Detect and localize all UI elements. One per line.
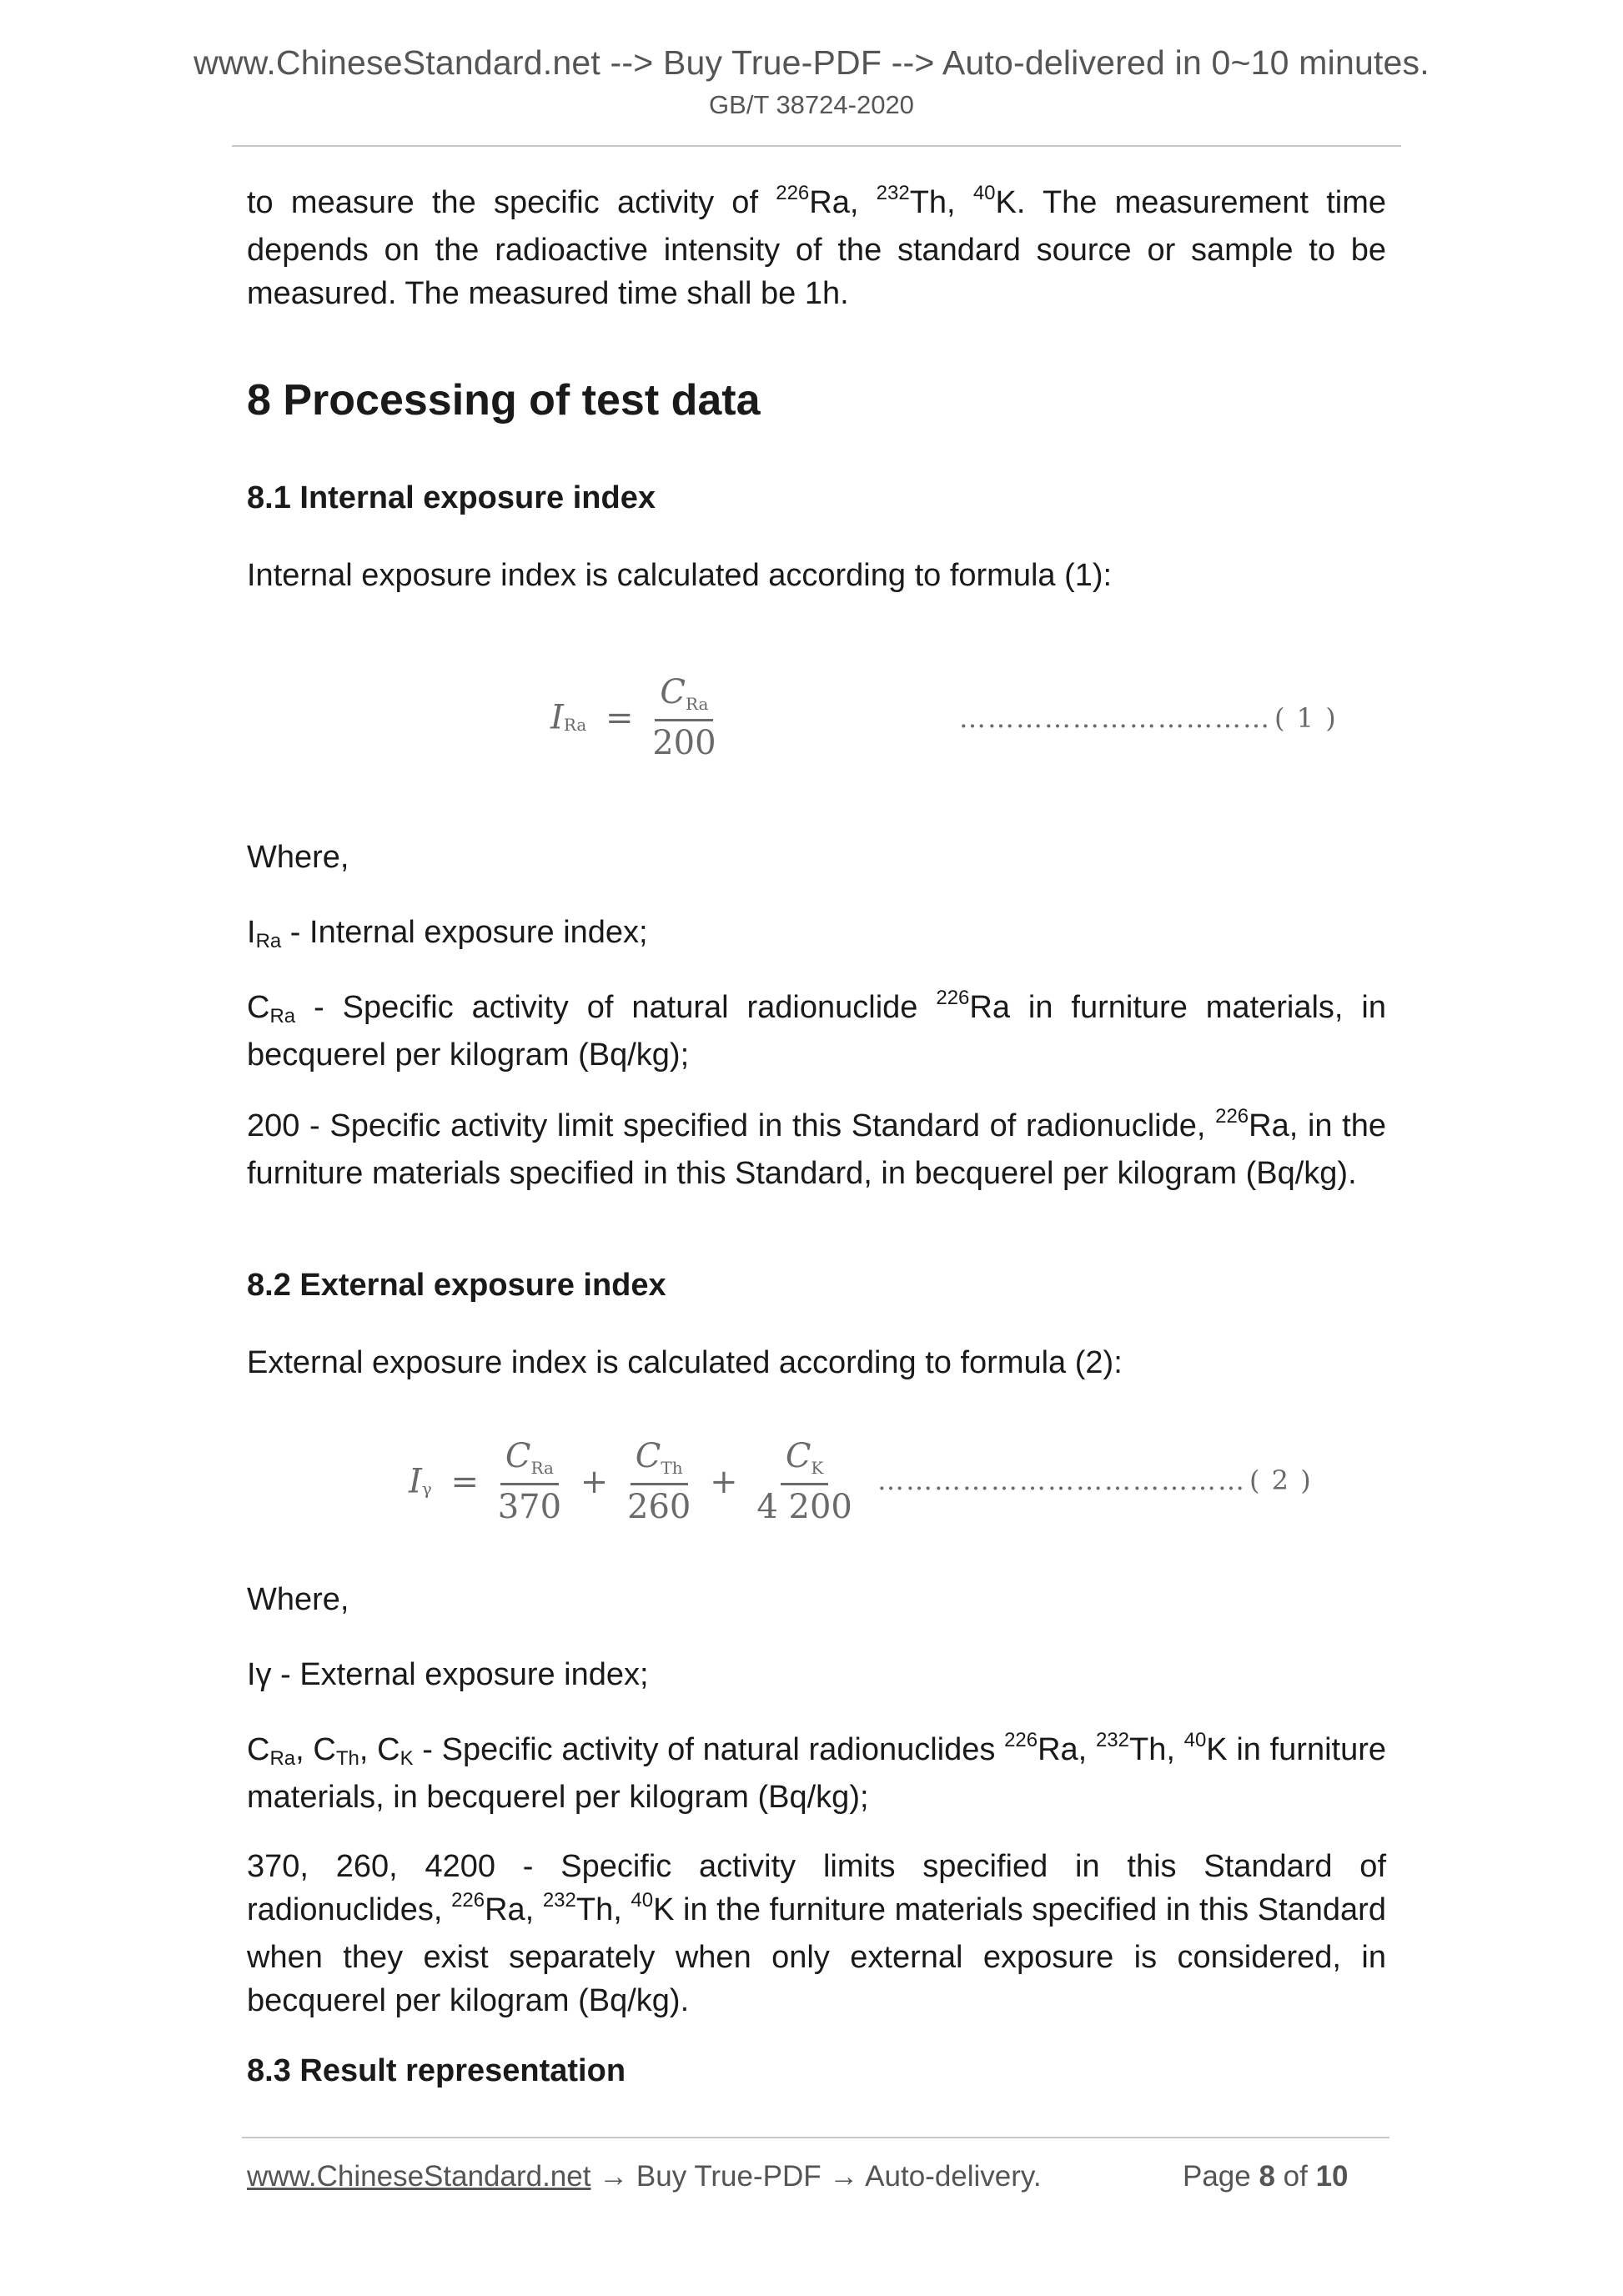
formula-1-intro: Internal exposure index is calculated according to formula (1): [247,558,1113,593]
formula-2-term-k: $\frac{C_K}{4 200}$ [756,1437,852,1526]
formula-2-term-th: $\frac{C_{Th}}{260}$ [627,1437,691,1526]
def-limits-370-260-4200: 370, 260, 4200 - Specific activity limits specified in this Standard of radionuclides, $^{226}$Ra, $^{232}$Th, $^{40}$K in the furniture materials specified in this Standard when they exist separately when only external exposure is considered, in becquerel per kilogram (Bq/kg). [247,1849,1386,2018]
formula-2-lhs: I [409,1462,422,1501]
section-8-2-heading: 8.2 External exposure index [247,1268,666,1303]
intro-paragraph: to measure the specific activity of $^{226}$Ra, $^{232}$Th, $^{40}$K. The measurement time depends on the radioactive intensity of the standard source or sample to be measured. The measured time shall be 1h. [247,182,1386,311]
header-rule [232,145,1401,147]
where-label-1: Where, [247,840,349,875]
standard-code: GB/T 38724-2020 [709,90,914,119]
page-total: 10 [1315,2160,1349,2193]
def-internal-index: $I_{Ra}$ - Internal exposure index; [247,915,648,952]
footer-left [247,2160,1042,2193]
footer-tagline: → Buy True-PDF → Auto-delivery. [590,2160,1042,2193]
formula-2-term-ra: $\frac{C_{Ra}}{370}$ [497,1437,562,1526]
section-8-3-heading: 8.3 Result representation [247,2053,626,2088]
page-indicator: Page 8 of 10 [1183,2160,1349,2193]
section-8-1-heading: 8.1 Internal exposure index [247,480,656,515]
formula-2-label: ( 2 ) [1249,1465,1313,1496]
page-number: 8 [1259,2160,1275,2193]
formula-1-leader: …………………………… ( 1 ) [959,702,1338,734]
def-specific-activities: $C_{Ra}$, $C_{Th}$, $C_K$ - Specific activity of natural radionuclides $^{226}$Ra, $^{232}$Th, $^{40}$K in furniture materials, in becquerel per kilogram (Bq/kg); [247,1729,1387,1815]
def-specific-activity-ra: $C_{Ra}$ - Specific activity of natural radionuclide $^{226}$Ra in furniture materials, in becquerel per kilogram (Bq/kg); [247,987,1386,1073]
formula-1: $I_{Ra}$ = $\frac{C_{Ra}}{200}$ [550,673,716,762]
footer-rule [242,2137,1389,2138]
formula-1-lhs: I [550,698,564,737]
formula-1-label: ( 1 ) [1274,702,1338,734]
intro-paragraph-block [247,181,1386,315]
formula-2-leader: ………………………………… ( 2 ) [877,1465,1313,1496]
where-label-2: Where, [247,1582,349,1617]
section-8-heading: 8 Processing of test data [247,376,761,425]
formula-2-intro: External exposure index is calculated according to formula (2): [247,1345,1123,1380]
def-limit-200: 200 - Specific activity limit specified in this Standard of radionuclide, $^{226}$Ra, in the furniture materials specified in this Standard, in becquerel per kilogram (Bq/kg). [247,1105,1387,1191]
formula-2: $I_\gamma$ = $\frac{C_{Ra}}{370}$ + $\frac{C_{Th}}{260}$ + $\frac{C_K}{4 200}$ [409,1437,852,1526]
header-banner: www.ChineseStandard.net --> Buy True-PDF --> Auto-delivered in 0~10 minutes. [193,43,1430,82]
footer-site-link[interactable]: www.ChineseStandard.net [247,2160,591,2193]
def-external-index: Iγ - External exposure index; [247,1657,649,1692]
formula-1-fraction: $\frac{C_{Ra}}{200}$ [652,673,716,762]
